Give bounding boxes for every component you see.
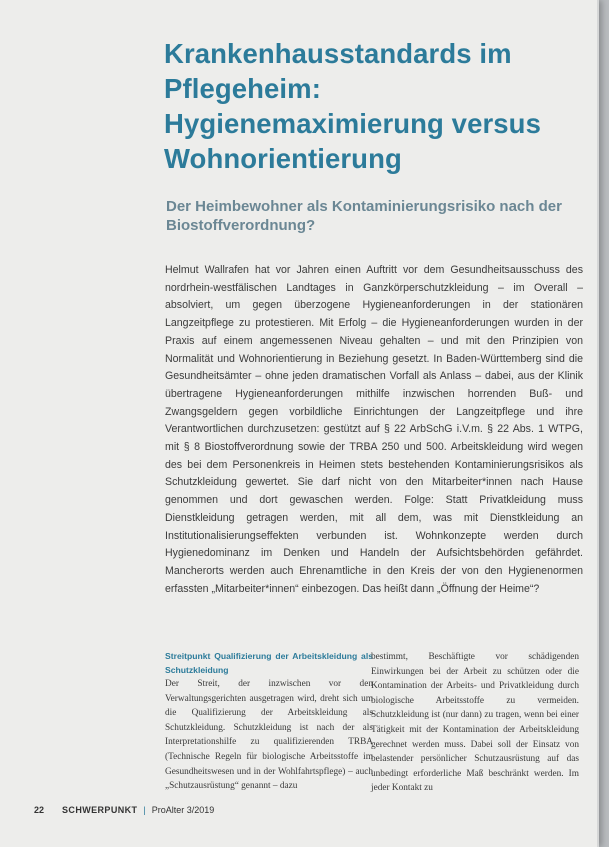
publication-label: ProAlter 3/2019 — [151, 805, 215, 815]
left-column-text: Der Streit, der inzwischen vor den Verwaltungsgerichten ausgetragen wird, dreht sich um die Qualifizierung der Arbeitskleidung als Schutzkleidung. Schutzkleidung ist nach der als Interpretationshilfe zu qualifizierenden TRBA (Technische Regeln für biologische Arbeitsstoffe im Gesundheitswesen und in der Wohlfahrtspflege) – auch „Schutzausrüstung“ genannt – dazu — [165, 679, 373, 792]
article-title: Krankenhausstandards im Pflegeheim: Hygienemaximierung versus Wohnorientierung — [164, 38, 541, 174]
page-number: 22 — [34, 805, 45, 815]
section-heading: Streitpunkt Qualifizierung der Arbeitskleidung als Schutzkleidung — [165, 651, 373, 675]
article-intro: Helmut Wallrafen hat vor Jahren einen Auftritt vor dem Gesundheitsausschuss des nordrhein-westfälischen Landtages in Ganzkörperschutzkleidung – im Overall – absolviert, um gegen überzogene Hygieneanforderungen in der stationären Langzeitpflege zu protestieren. Mit Erfolg – die Hygieneanforderungen wurden in der Praxis auf einem angemessenen Niveau gehalten – und mit den Prinzipien von Normalität und Wohnorientierung in Beziehung gesetzt. In Baden-Württemberg sind die Gesundheitsämter – ohne jeden dramatischen Vorfall als Anlass – dabei, aus der Klinik übertragene Hygieneanforderungen mithilfe inzwischen horrenden Buß- und Zwangsgeldern gegen vorbildliche Einrichtungen der Langzeitpflege und ihre Verantwortlichen durchzusetzen: gestützt auf § 22 ArbSchG i.V.m. § 22 Abs. 1 WTPG, mit § 8 Biostoffverordnung sowie der TRBA 250 und 500. Arbeitskleidung wird wegen des bei dem Personenkreis in Heimen stets bestehenden Kontaminierungsrisikos als Schutzkleidung gewertet. Sie darf nicht von den Mitarbeiter*innen nach Hause genommen und dort gewaschen werden. Folge: Statt Privatkleidung muss Dienstkleidung getragen werden, mit all dem, was mit Dienstkleidung an Institutionalisierungseffekten verbunden ist. Wohnkonzepte werden durch Hygienedominanz im Denken und Handeln der Aufsichtsbehörden gefährdet. Mancherorts werden auch Ehrenamtliche in den Kreis der von den Hygienenormen erfassten „Mitarbeiter*innen“ einbezogen. Das heißt dann „Öffnung der Heime“? — [165, 264, 583, 595]
article-subtitle: Der Heimbewohner als Kontaminierungsrisiko nach der Biostoffverordnung? — [166, 198, 562, 234]
page-footer — [34, 805, 214, 815]
right-column — [371, 650, 579, 796]
left-column — [165, 650, 373, 794]
footer-separator: | — [143, 805, 146, 815]
section-label: SCHWERPUNKT — [62, 805, 138, 815]
right-column-text: bestimmt, Beschäftigte vor schädigenden Einwirkungen bei der Arbeit zu schützen oder die Kontamination der Arbeits- und Privatkleidung durch biologische Arbeitsstoffe zu vermeiden. Schutzkleidung ist (nur dann) zu tragen, wenn bei einer Tätigkeit mit der Kontamination der Arbeitskleidung gerechnet werden muss. Dabei soll der Einsatz von belastender persönlicher Schutzausrüstung auf das unbedingt erforderliche Maß beschränkt werden. Im jeder Kontakt zu — [371, 652, 579, 794]
